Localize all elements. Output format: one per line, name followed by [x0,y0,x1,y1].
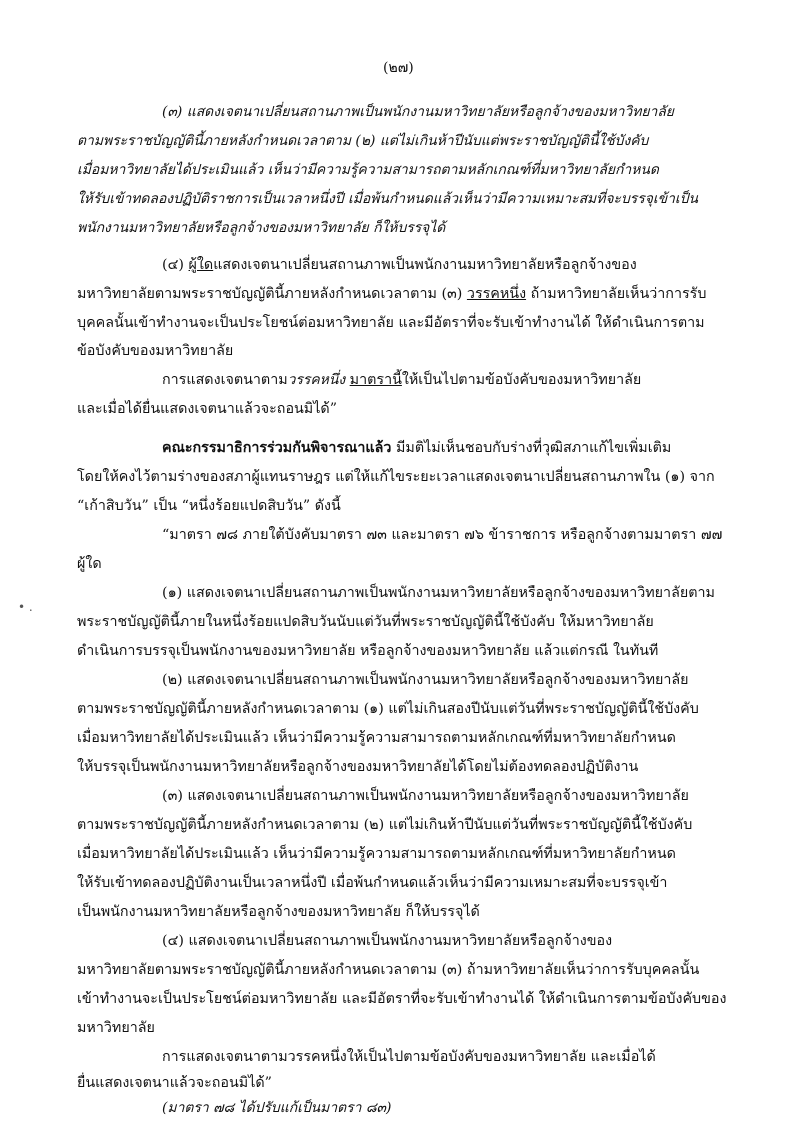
p1-line-5: พนักงานมหาวิทยาลัยหรือลูกจ้างของมหาวิทยาลัย ก็ให้บรรจุได้ [77,220,446,236]
p8-line-3: เมื่อมหาวิทยาลัยได้ประเมินแล้ว เห็นว่ามีความรู้ความสามารถตามหลักเกณฑ์ที่มหาวิทยาลัยกำหนด [77,846,676,862]
p8-line-1: (๓) แสดงเจตนาเปลี่ยนสถานภาพเป็นพนักงานมหาวิทยาลัยหรือลูกจ้างของมหาวิทยาลัย [162,788,689,804]
p8-line-2: ตามพระราชบัญญัตินี้ภายหลังกำหนดเวลาตาม (๒) แต่ไม่เกินห้าปีนับแต่วันที่พระราชบัญญัตินี้ใช้บังคับ [77,817,693,833]
p7-line-4: ให้บรรจุเป็นพนักงานมหาวิทยาลัยหรือลูกจ้างของมหาวิทยาลัยได้โดยไม่ต้องทดลองปฏิบัติงาน [77,759,639,775]
p8-line-5: เป็นพนักงานมหาวิทยาลัยหรือลูกจ้างของมหาวิทยาลัย ก็ให้บรรจุได้ [77,904,480,920]
p7-line-1: (๒) แสดงเจตนาเปลี่ยนสถานภาพเป็นพนักงานมหาวิทยาลัยหรือลูกจ้างของมหาวิทยาลัย [162,672,689,688]
p3-l1-a: การแสดงเจตนาตาม [162,372,288,388]
footnote: (มาตรา ๗๘ ได้ปรับแก้เป็นมาตรา ๘๓) [162,1100,392,1116]
p3-line-2: และเมื่อได้ยื่นแสดงเจตนาแล้วจะถอนมิได้” [77,401,338,417]
p6-line-1: (๑) แสดงเจตนาเปลี่ยนสถานภาพเป็นพนักงานมหาวิทยาลัยหรือลูกจ้างของมหาวิทยาลัยตาม [162,585,715,601]
p8-line-4: ให้รับเข้าทดลองปฏิบัติงานเป็นเวลาหนึ่งปี เมื่อพ้นกำหนดแล้วเห็นว่ามีความเหมาะสมที่จะบรรจุเข้า [77,875,668,891]
p3-l1-b: ให้เป็นไปตามข้อบังคับของมหาวิทยาลัย [401,372,642,388]
p9-line-3: เข้าทำงานจะเป็นประโยชน์ต่อมหาวิทยาลัย และมีอัตราที่จะรับเข้าทำงานได้ ให้ดำเนินการตามข้อบังคับของ [77,991,727,1007]
p6-line-3: ดำเนินการบรรจุเป็นพนักงานของมหาวิทยาลัย หรือลูกจ้างของมหาวิทยาลัย แล้วแต่กรณี ในทันที [77,643,659,659]
p2-l2-a: มหาวิทยาลัยตามพระราชบัญญัตินี้ภายหลังกำหนดเวลาตาม (๓) [77,286,467,302]
p1-line-4: ให้รับเข้าทดลองปฏิบัติราชการเป็นเวลาหนึ่งปี เมื่อพ้นกำหนดแล้วเห็นว่ามีความเหมาะสมที่จะบรรจุเข้าเป็น [77,191,698,207]
p7-line-3: เมื่อมหาวิทยาลัยได้ประเมินแล้ว เห็นว่ามีความรู้ความสามารถตามหลักเกณฑ์ที่มหาวิทยาลัยกำหนด [77,730,676,746]
p3-l1-italic: วรรคหนึ่ง [287,372,346,388]
p5-line-1: “มาตรา ๗๘ ภายใต้บังคับมาตรา ๗๓ และมาตรา ๗๖ ข้าราชการ หรือลูกจ้างตามมาตรา ๗๗ [162,527,723,543]
p5-line-2: ผู้ใด [77,556,102,572]
p2-l2-b: ถ้ามหาวิทยาลัยเห็นว่าการรับ [526,286,707,302]
p4-line-2: โดยให้คงไว้ตามร่างของสภาผู้แทนราษฎร แต่ให้แก้ไขระยะเวลาแสดงเจตนาเปลี่ยนสถานภาพใน (๑) จาก [77,469,715,485]
p2-line-3: บุคคลนั้นเข้าทำงานจะเป็นประโยชน์ต่อมหาวิทยาลัย และมีอัตราที่จะรับเข้าทำงานได้ ให้ดำเนินการตาม [77,315,705,331]
p7-line-2: ตามพระราชบัญญัตินี้ภายหลังกำหนดเวลาตาม (๑) แต่ไม่เกินสองปีนับแต่วันที่พระราชบัญญัตินี้ใช้บังคับ [77,701,699,717]
p1-line-1: (๓) แสดงเจตนาเปลี่ยนสถานภาพเป็นพนักงานมหาวิทยาลัยหรือลูกจ้างของมหาวิทยาลัย [162,104,674,120]
p1-line-2: ตามพระราชบัญญัตินี้ภายหลังกำหนดเวลาตาม (๒) แต่ไม่เกินห้าปีนับแต่พระราชบัญญัตินี้ใช้บังคับ [77,133,649,149]
p4-l1-bold: คณะกรรมาธิการร่วมกันพิจารณาแล้ว [162,440,392,456]
p3-l1-underlined: มาตรานี้ [349,372,402,388]
p4-line-1 [162,438,671,458]
p6-line-2: พระราชบัญญัตินี้ภายในหนึ่งร้อยแปดสิบวันนับแต่วันที่พระราชบัญญัตินี้ใช้บังคับ ให้มหาวิทยาลัย [77,614,654,630]
p4-l1-rest: มีมติไม่เห็นชอบกับร่างที่วุฒิสภาแก้ไขเพิ่มเติม [391,440,672,456]
p3-line-1 [162,370,641,390]
p9-line-4: มหาวิทยาลัย [77,1020,155,1036]
p9-line-2: มหาวิทยาลัยตามพระราชบัญญัตินี้ภายหลังกำหนดเวลาตาม (๓) ถ้ามหาวิทยาลัยเห็นว่าการรับบุคคลนั้น [77,962,700,978]
p2-l1-b: แสดงเจตนาเปลี่ยนสถานภาพเป็นพนักงานมหาวิทยาลัยหรือลูกจ้างของ [213,257,637,273]
margin-mark: • . [18,600,33,614]
p10-line-1: การแสดงเจตนาตามวรรคหนึ่งให้เป็นไปตามข้อบังคับของมหาวิทยาลัย และเมื่อได้ [162,1049,656,1065]
p2-line-4: ข้อบังคับของมหาวิทยาลัย [77,343,234,359]
p2-l2-underlined: วรรคหนึ่ง [466,286,527,302]
p2-line-2 [77,284,706,304]
p2-l1-underlined: ผู้ใด [188,257,214,273]
p10-line-2: ยื่นแสดงเจตนาแล้วจะถอนมิได้” [77,1075,272,1091]
p9-line-1: (๔) แสดงเจตนาเปลี่ยนสถานภาพเป็นพนักงานมหาวิทยาลัยหรือลูกจ้างของ [162,933,613,949]
p2-l1-a: (๔) [162,257,189,273]
p4-line-3: “เก้าสิบวัน” เป็น “หนึ่งร้อยแปดสิบวัน” ดังนี้ [77,498,341,514]
page-number: (๒๗) [383,60,414,76]
p2-line-1 [162,255,637,275]
p1-line-3: เมื่อมหาวิทยาลัยได้ประเมินแล้ว เห็นว่ามีความรู้ความสามารถตามหลักเกณฑ์ที่มหาวิทยาลัยกำหนด [77,162,659,178]
